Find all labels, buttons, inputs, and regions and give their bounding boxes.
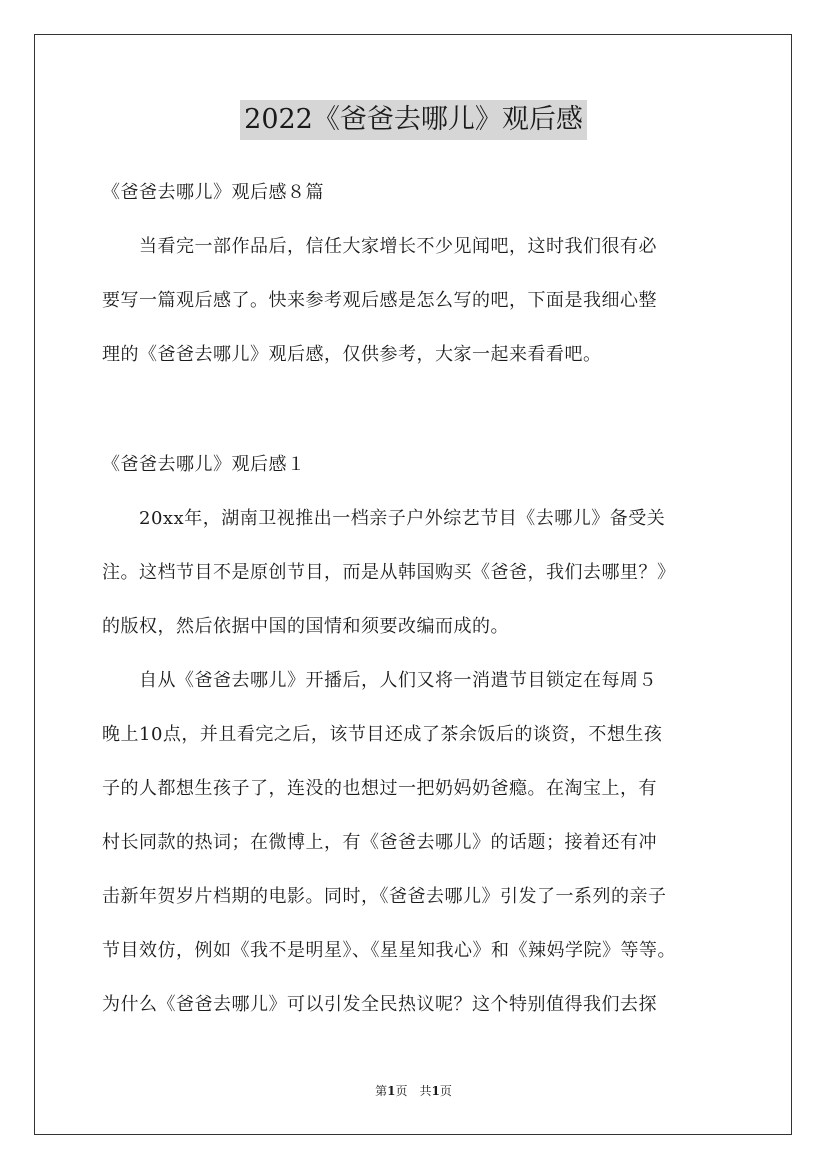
document-title: 2022《爸爸去哪儿》观后感 — [240, 100, 587, 140]
paragraph-line: 要写一篇观后感了。快来参考观后感是怎么写的吧，下面是我细心整 — [102, 290, 657, 311]
paragraph-line: 晚上10点，并且看完之后，该节目还成了茶余饭后的谈资，不想生孩 — [102, 724, 663, 745]
paragraph-line: 为什么《爸爸去哪儿》可以引发全民热议呢？这个特别值得我们去探 — [102, 994, 657, 1015]
paragraph-line: 注。这档节目不是原创节目，而是从韩国购买《爸爸，我们去哪里？》 — [102, 562, 676, 583]
paragraph-line: 子的人都想生孩子了，连没的也想过一把奶妈奶爸瘾。在淘宝上，有 — [102, 778, 657, 799]
title-container — [0, 100, 827, 140]
footer-page-prefix: 第 — [375, 1084, 388, 1098]
paragraph-line: 的版权，然后依据中国的国情和须要改编而成的。 — [102, 616, 509, 637]
footer-page-current: 1 — [387, 1084, 396, 1098]
paragraph-line: 村长同款的热词；在微博上，有《爸爸去哪儿》的话题；接着还有冲 — [102, 832, 657, 853]
page-footer — [0, 1082, 827, 1100]
paragraph-line: 当看完一部作品后，信任大家增长不少见闻吧，这时我们很有必 — [102, 236, 657, 257]
section-heading: 《爸爸去哪儿》观后感８篇 — [102, 182, 324, 203]
paragraph-line: 击新年贺岁片档期的电影。同时，《爸爸去哪儿》引发了一系列的亲子 — [102, 886, 667, 907]
paragraph-line: 理的《爸爸去哪儿》观后感，仅供参考，大家一起来看看吧。 — [102, 344, 602, 365]
footer-page-middle: 页 共 — [395, 1084, 432, 1098]
paragraph-line: 20xx年，湖南卫视推出一档亲子户外综艺节目《去哪儿》备受关 — [102, 508, 666, 529]
footer-page-total: 1 — [431, 1084, 440, 1098]
paragraph-line: 自从《爸爸去哪儿》开播后，人们又将一消遣节目锁定在每周５ — [102, 670, 657, 691]
section-heading: 《爸爸去哪儿》观后感１ — [102, 454, 306, 475]
paragraph-line: 节目效仿，例如《我不是明星》、《星星知我心》和《辣妈学院》等等。 — [102, 940, 676, 961]
footer-page-end: 页 — [439, 1084, 452, 1098]
